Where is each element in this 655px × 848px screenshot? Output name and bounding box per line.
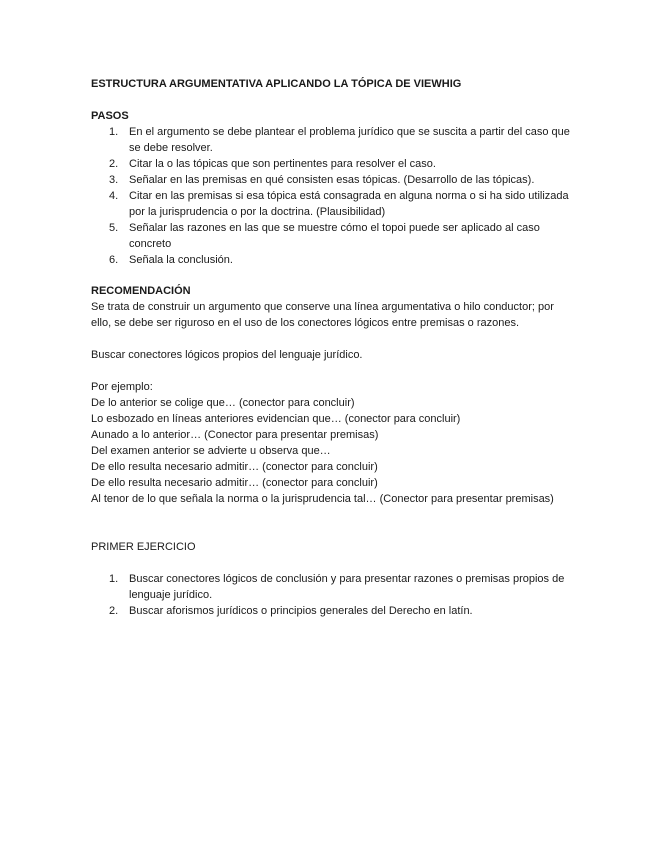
example-line: De lo anterior se colige que… (conector para concluir) [91,397,355,409]
recomendacion-paragraph: Se trata de construir un argumento que conserve una línea argumentativa o hilo conductor; por ello, se debe ser riguroso en el uso de los conectores lógicos entre premisas o razones. [91,301,554,329]
list-item: 1. Buscar conectores lógicos de conclusión y para presentar razones o premisas propios de lenguaje jurídico. [109,573,565,601]
example-line: Lo esbozado en líneas anteriores evidencian que… (conector para concluir) [91,413,461,425]
example-line: Aunado a lo anterior… (Conector para presentar premisas) [91,429,379,441]
list-item: 5. Señalar las razones en las que se muestre cómo el topoi puede ser aplicado al caso concreto [109,222,540,250]
ejemplo-intro: Por ejemplo: [91,381,153,393]
list-item: 2. Citar la o las tópicas que son pertinentes para resolver el caso. [109,158,436,170]
document-page [91,76,571,619]
example-line: De ello resulta necesario admitir… (conector para concluir) [91,477,378,489]
list-item: 1. En el argumento se debe plantear el problema jurídico que se suscita a partir del caso que se debe resolver. [109,126,570,154]
example-line: Al tenor de lo que señala la norma o la jurisprudencia tal… (Conector para presentar premisas) [91,493,554,505]
pasos-list [91,124,571,268]
ejercicio-heading: PRIMER EJERCICIO [91,541,196,553]
document-title: ESTRUCTURA ARGUMENTATIVA APLICANDO LA TÓPICA DE VIEWHIG [91,78,462,90]
list-item: 4. Citar en las premisas si esa tópica está consagrada en alguna norma o si ha sido utilizada por la jurisprudencia o por la doctrina. (Plausibilidad) [109,190,569,218]
list-item: 6. Señala la conclusión. [109,254,233,266]
ejercicio-list [91,571,571,619]
pasos-heading: PASOS [91,110,129,122]
example-line: Del examen anterior se advierte u observa que… [91,445,331,457]
recomendacion-heading: RECOMENDACIÓN [91,285,191,297]
list-item: 2. Buscar aforismos jurídicos o principios generales del Derecho en latín. [109,605,473,617]
list-item: 3. Señalar en las premisas en qué consisten esas tópicas. (Desarrollo de las tópicas). [109,174,535,186]
example-line: De ello resulta necesario admitir… (conector para concluir) [91,461,378,473]
buscar-conectores-text: Buscar conectores lógicos propios del lenguaje jurídico. [91,349,363,361]
